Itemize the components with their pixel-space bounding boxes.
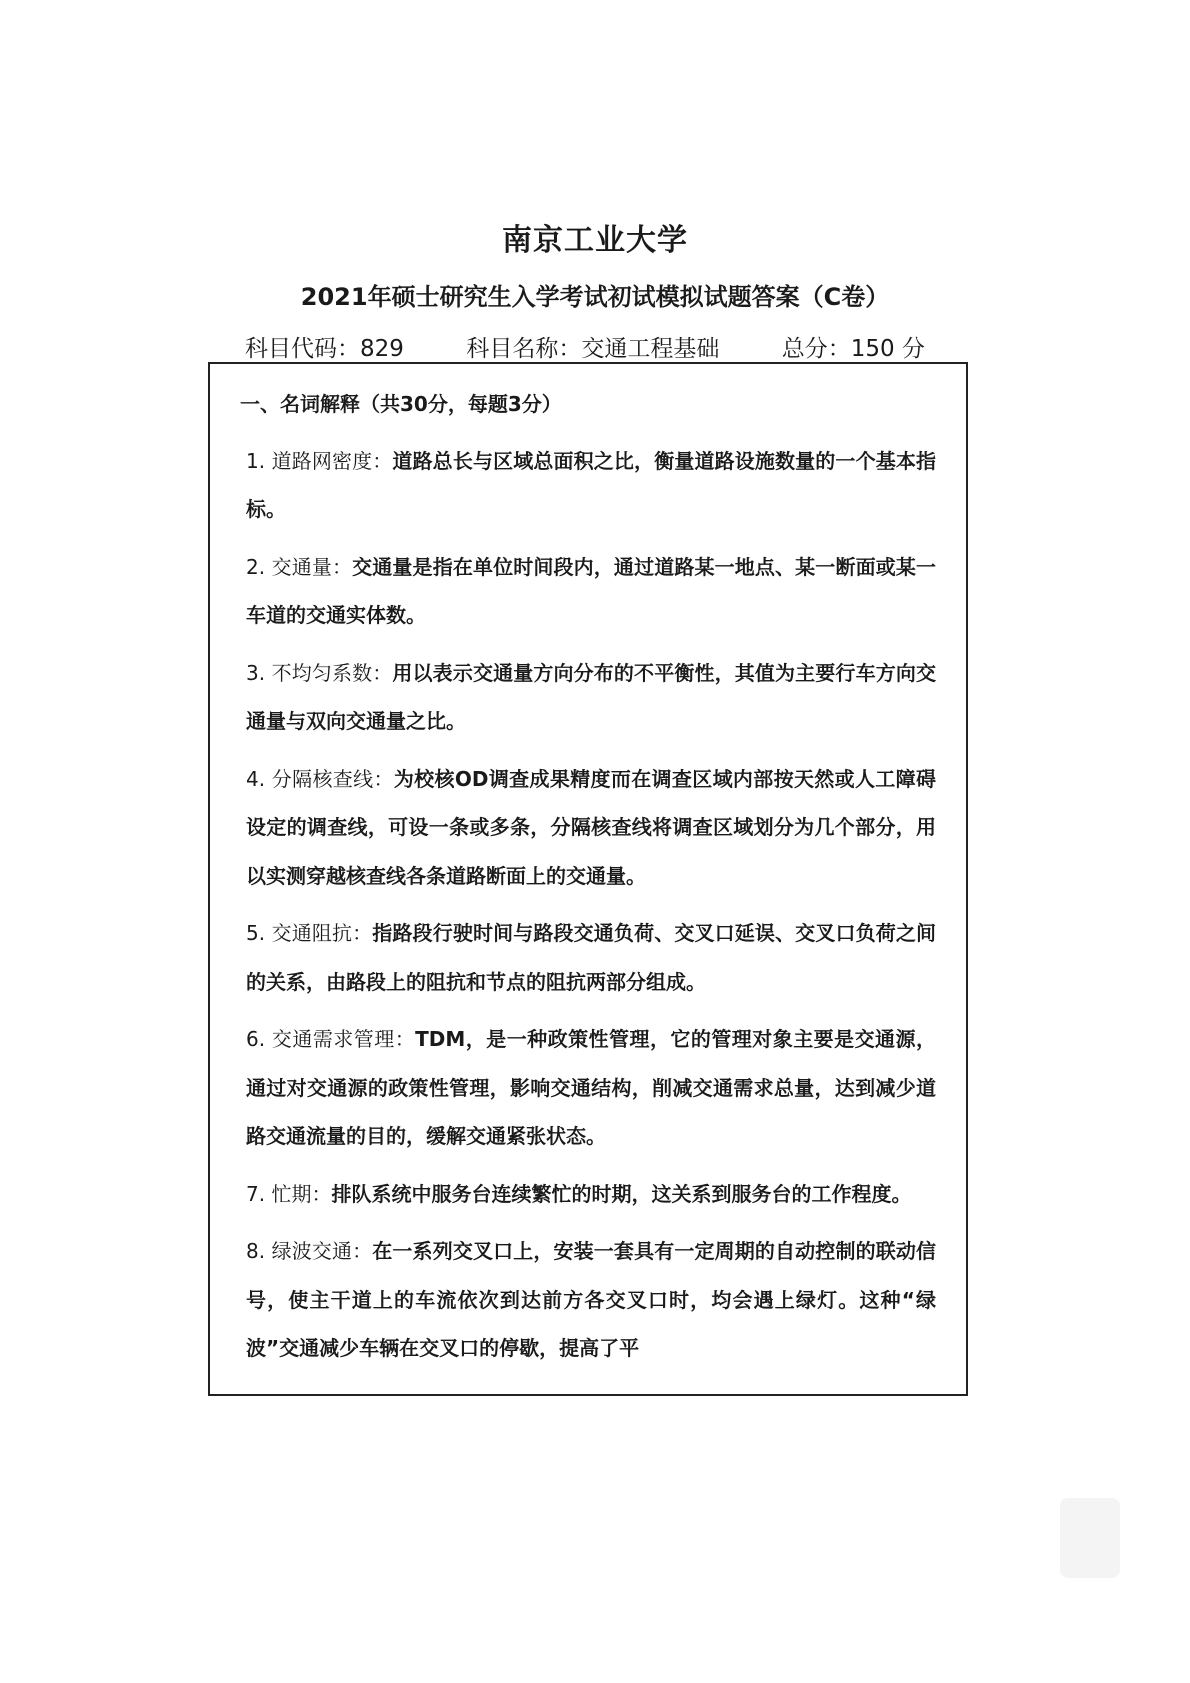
item-term: 4. 分隔核查线：: [246, 766, 394, 791]
item-definition: 用以表示交通量方向分布的不平衡性，其值为主要行车方向交通量与双向交通量之比。: [246, 660, 936, 733]
subject-info-row: [245, 330, 925, 363]
item-definition: 排队系统中服务台连续繁忙的时期，这关系到服务台的工作程度。: [331, 1181, 912, 1206]
definition-item: [246, 909, 936, 1006]
definition-item: [246, 1170, 936, 1219]
item-term: 2. 交通量：: [246, 554, 353, 579]
item-definition: TDM，是一种政策性管理，它的管理对象主要是交通源，通过对交通源的政策性管理，影响交通结构，削减交通需求总量，达到减少道路交通流量的目的，缓解交通紧张状态。: [246, 1027, 936, 1148]
definition-item: [246, 543, 936, 640]
definition-item: [246, 649, 936, 746]
item-term: 1. 道路网密度：: [246, 448, 393, 473]
item-definition: 交通量是指在单位时间段内，通过道路某一地点、某一断面或某一车道的交通实体数。: [246, 554, 936, 627]
definition-item: [246, 437, 936, 534]
total-score: 总分：150 分: [781, 336, 925, 362]
definition-item: [246, 1015, 936, 1161]
item-term: 3. 不均匀系数：: [246, 660, 393, 685]
subject-name: 科目名称：交通工程基础: [466, 336, 720, 362]
item-term: 5. 交通阻抗：: [246, 921, 373, 945]
university-title: 南京工业大学: [502, 223, 688, 258]
section-heading: 一、名词解释（共30分，每题3分）: [240, 392, 562, 416]
item-term: 7. 忙期：: [246, 1181, 332, 1206]
item-term: 6. 交通需求管理：: [246, 1027, 416, 1051]
item-definition: 为校核OD调查成果精度而在调查区域内部按天然或人工障碍设定的调查线，可设一条或多条，分隔核查线将调查区域划分为几个部分，用以实测穿越核查线各条道路断面上的交通量。: [246, 766, 936, 888]
definition-item: [246, 755, 936, 901]
subject-code: 科目代码：829: [245, 336, 404, 362]
item-definition: 在一系列交叉口上，安装一套具有一定周期的自动控制的联动信号，使主干道上的车流依次到达前方各交叉口时，均会遇上绿灯。这种“绿波”交通减少车辆在交叉口的停歇，提高了平: [246, 1239, 937, 1360]
scan-smudge: [1060, 1498, 1120, 1578]
definition-item: [246, 1227, 936, 1373]
answer-content: [240, 380, 937, 1382]
item-term: 8. 绿波交通：: [246, 1239, 373, 1263]
item-definition: 指路段行驶时间与路段交通负荷、交叉口延误、交叉口负荷之间的关系，由路段上的阻抗和节点的阻抗两部分组成。: [246, 921, 937, 994]
item-definition: 道路总长与区域总面积之比，衡量道路设施数量的一个基本指标。: [246, 448, 936, 521]
exam-title: 2021年硕士研究生入学考试初试模拟试题答案（C卷）: [300, 283, 890, 311]
